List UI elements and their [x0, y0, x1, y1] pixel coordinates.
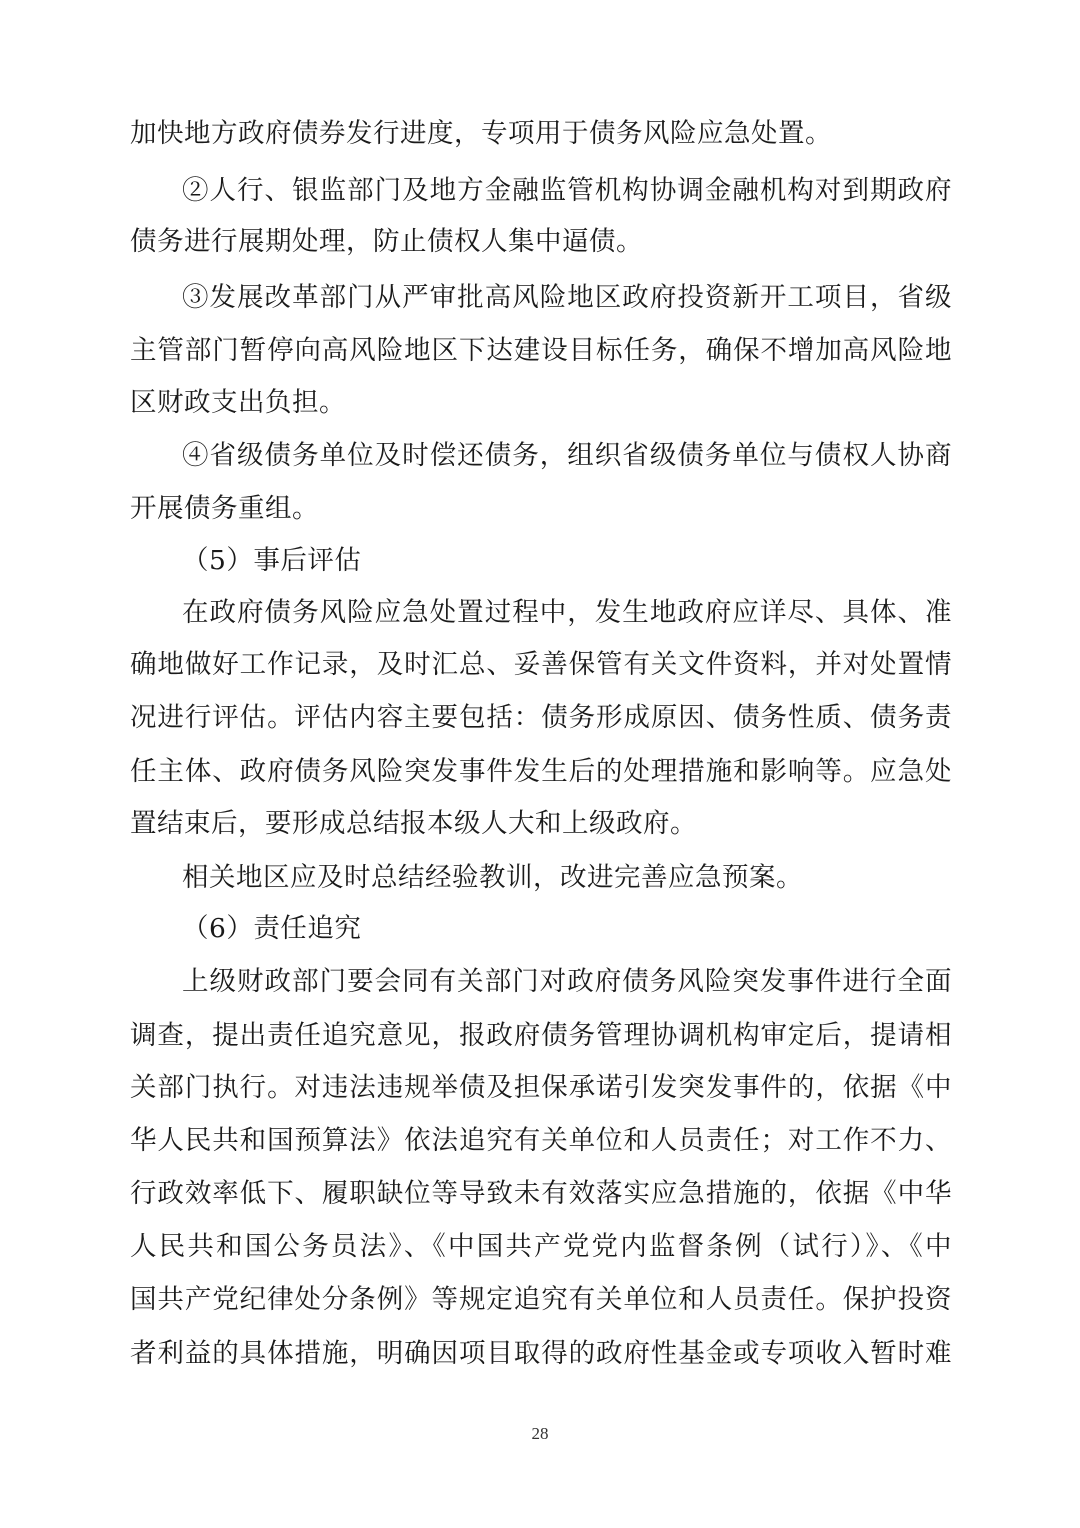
text-line: 开展债务重组。: [130, 493, 319, 524]
text-line: 调查，提出责任追究意见，报政府债务管理协调机构审定后，提请相: [130, 1020, 952, 1051]
section-heading: （6）责任追究: [182, 913, 362, 944]
text-line: ②人行、银监部门及地方金融监管机构协调金融机构对到期政府: [182, 175, 952, 206]
text-line: 者利益的具体措施，明确因项目取得的政府性基金或专项收入暂时难: [130, 1338, 952, 1369]
text-line: ④省级债务单位及时偿还债务，组织省级债务单位与债权人协商: [182, 440, 952, 471]
text-line: 任主体、政府债务风险突发事件发生后的处理措施和影响等。应急处: [130, 756, 952, 787]
text-line: 上级财政部门要会同有关部门对政府债务风险突发事件进行全面: [182, 966, 952, 997]
text-line: 加快地方政府债券发行进度，专项用于债务风险应急处置。: [130, 118, 832, 149]
text-line: 行政效率低下、履职缺位等导致未有效落实应急措施的，依据《中华: [130, 1178, 952, 1209]
text-line: 相关地区应及时总结经验教训，改进完善应急预案。: [182, 862, 803, 893]
text-line: 国共产党纪律处分条例》等规定追究有关单位和人员责任。保护投资: [130, 1284, 952, 1315]
text-line: ③发展改革部门从严审批高风险地区政府投资新开工项目，省级: [182, 282, 952, 313]
text-line: 华人民共和国预算法》依法追究有关单位和人员责任；对工作不力、: [130, 1125, 952, 1156]
text-line: 况进行评估。评估内容主要包括：债务形成原因、债务性质、债务责: [130, 702, 952, 733]
page-number: 28: [531, 1424, 549, 1443]
text-line: 在政府债务风险应急处置过程中，发生地政府应详尽、具体、准: [182, 597, 952, 628]
text-line: 人民共和国公务员法》、《中国共产党党内监督条例（试行）》、《中: [130, 1231, 952, 1262]
text-line: 确地做好工作记录，及时汇总、妥善保管有关文件资料，并对处置情: [130, 649, 952, 680]
text-line: 区财政支出负担。: [130, 387, 346, 418]
text-line: 关部门执行。对违法违规举债及担保承诺引发突发事件的，依据《中: [130, 1072, 952, 1103]
text-line: 主管部门暂停向高风险地区下达建设目标任务，确保不增加高风险地: [130, 335, 952, 366]
text-line: 置结束后，要形成总结报本级人大和上级政府。: [130, 808, 697, 839]
section-heading: （5）事后评估: [182, 545, 362, 576]
text-line: 债务进行展期处理，防止债权人集中逼债。: [130, 226, 643, 257]
